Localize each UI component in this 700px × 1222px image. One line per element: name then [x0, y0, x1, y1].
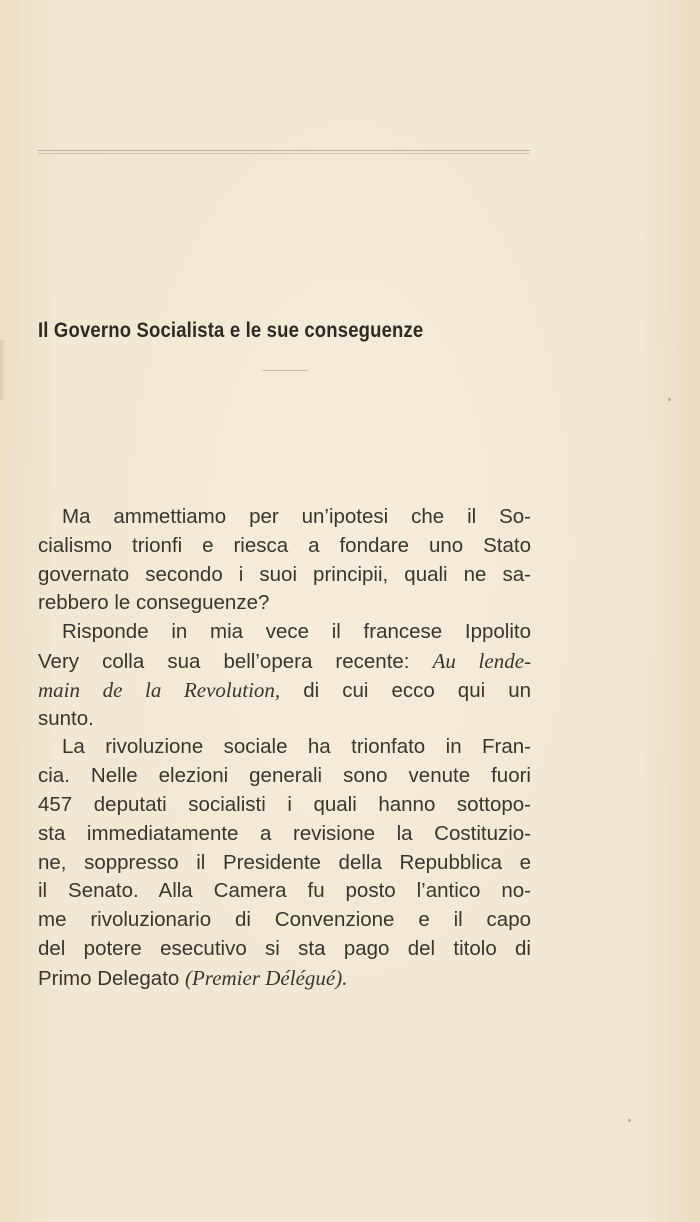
paper-speck: [628, 1119, 631, 1122]
text-segment: Very colla sua bell’opera recente:: [38, 649, 433, 673]
italic-title: (Premier Délégué).: [184, 965, 348, 990]
text-line: cia. Nelle elezioni generali sono venute fuori: [38, 764, 531, 788]
text-line: sta immediatamente a revisione la Costituzio-: [38, 821, 531, 845]
text-line: cialismo trionfi e riesca a fondare uno Stato: [38, 533, 531, 557]
text-line: Risponde in mia vece il francese Ippolito: [62, 620, 531, 644]
header-rule: [38, 150, 530, 154]
text-line: ne, soppresso il Presidente della Repubblica e: [38, 850, 531, 874]
paper-speck: [668, 398, 671, 401]
italic-title: Au lende-: [432, 648, 532, 673]
header-rule-line: [38, 153, 530, 154]
text-line: La rivoluzione sociale ha trionfato in Fran-: [62, 735, 531, 759]
italic-title: main de la Revolution,: [38, 677, 281, 702]
heading-divider: [262, 370, 308, 371]
text-line: rebbero le conseguenze?: [38, 591, 270, 615]
text-line: me rivoluzionario di Convenzione e il capo: [38, 908, 531, 932]
text-line: 457 deputati socialisti i quali hanno sottopo-: [38, 792, 531, 816]
text-line: Ma ammettiamo per un’ipotesi che il So-: [62, 505, 531, 528]
text-line: il Senato. Alla Camera fu posto l’antico no-: [38, 879, 531, 903]
chapter-heading: Il Governo Socialista e le sue conseguenze: [38, 318, 424, 342]
text-line: del potere esecutivo si sta pago del titolo di: [38, 936, 531, 960]
text-line: governato secondo i suoi principii, quali ne sa-: [38, 562, 531, 586]
text-line: [38, 964, 531, 993]
body-text: [38, 503, 531, 993]
text-line: [38, 676, 531, 705]
text-line: [38, 647, 531, 676]
header-rule-line: [38, 150, 530, 151]
page-edge-shadow: [0, 340, 6, 400]
text-line: sunto.: [38, 706, 94, 730]
text-segment: di cui ecco qui un: [280, 678, 531, 702]
text-segment: Primo Delegato: [38, 966, 185, 990]
